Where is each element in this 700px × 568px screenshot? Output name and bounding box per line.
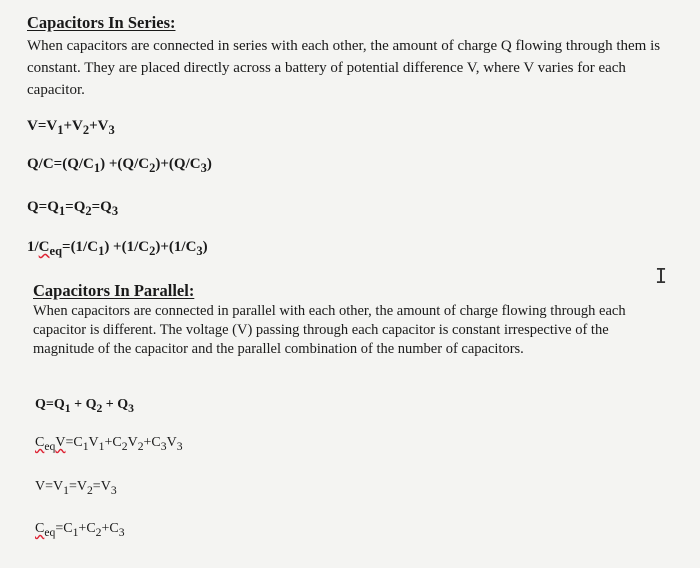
text-cursor-icon: I [655, 264, 668, 288]
series-paragraph: When capacitors are connected in series with each other, the amount of charge Q flowing through them is constant. They are placed directly across a battery of potential difference V, where V varies for each capacitor. [27, 38, 661, 98]
series-equation-equivalent: $1/C_{eq}=(1/C_1) +(1/C_2)+(1/C_3)$ [27, 239, 208, 258]
series-heading: Capacitors In Series: [27, 13, 176, 32]
parallel-equation-equivalent: $C_{eq}=C_1+C_2+C_3$ [35, 521, 125, 539]
parallel-equation-charge: $Q=Q_1 + Q_2 + Q_3$ [35, 397, 134, 415]
parallel-heading: Capacitors In Parallel: [33, 281, 195, 300]
parallel-equation-energy: $C_{eq}V=C_1V_1+C_2V_2+C_3V_3$ [35, 435, 183, 453]
series-equation-charge-capacitance: $Q/C=(Q/C_1) +(Q/C_2)+(Q/C_3)$ [27, 156, 212, 175]
parallel-paragraph: When capacitors are connected in parallel with each other, the amount of charge flowing through each capacitor is different. The voltage (V) passing through each capacitor is constant irrespective of the magnitude of the capacitor and the parallel combination of the number of capacitors. [33, 303, 626, 357]
series-equation-charge: $Q=Q_1=Q_2=Q_3$ [27, 199, 119, 218]
parallel-equation-voltage: $V=V_1=V_2=V_3$ [35, 479, 117, 497]
series-equation-voltage: $V=V_1+V_2+V_3$ [27, 118, 115, 137]
